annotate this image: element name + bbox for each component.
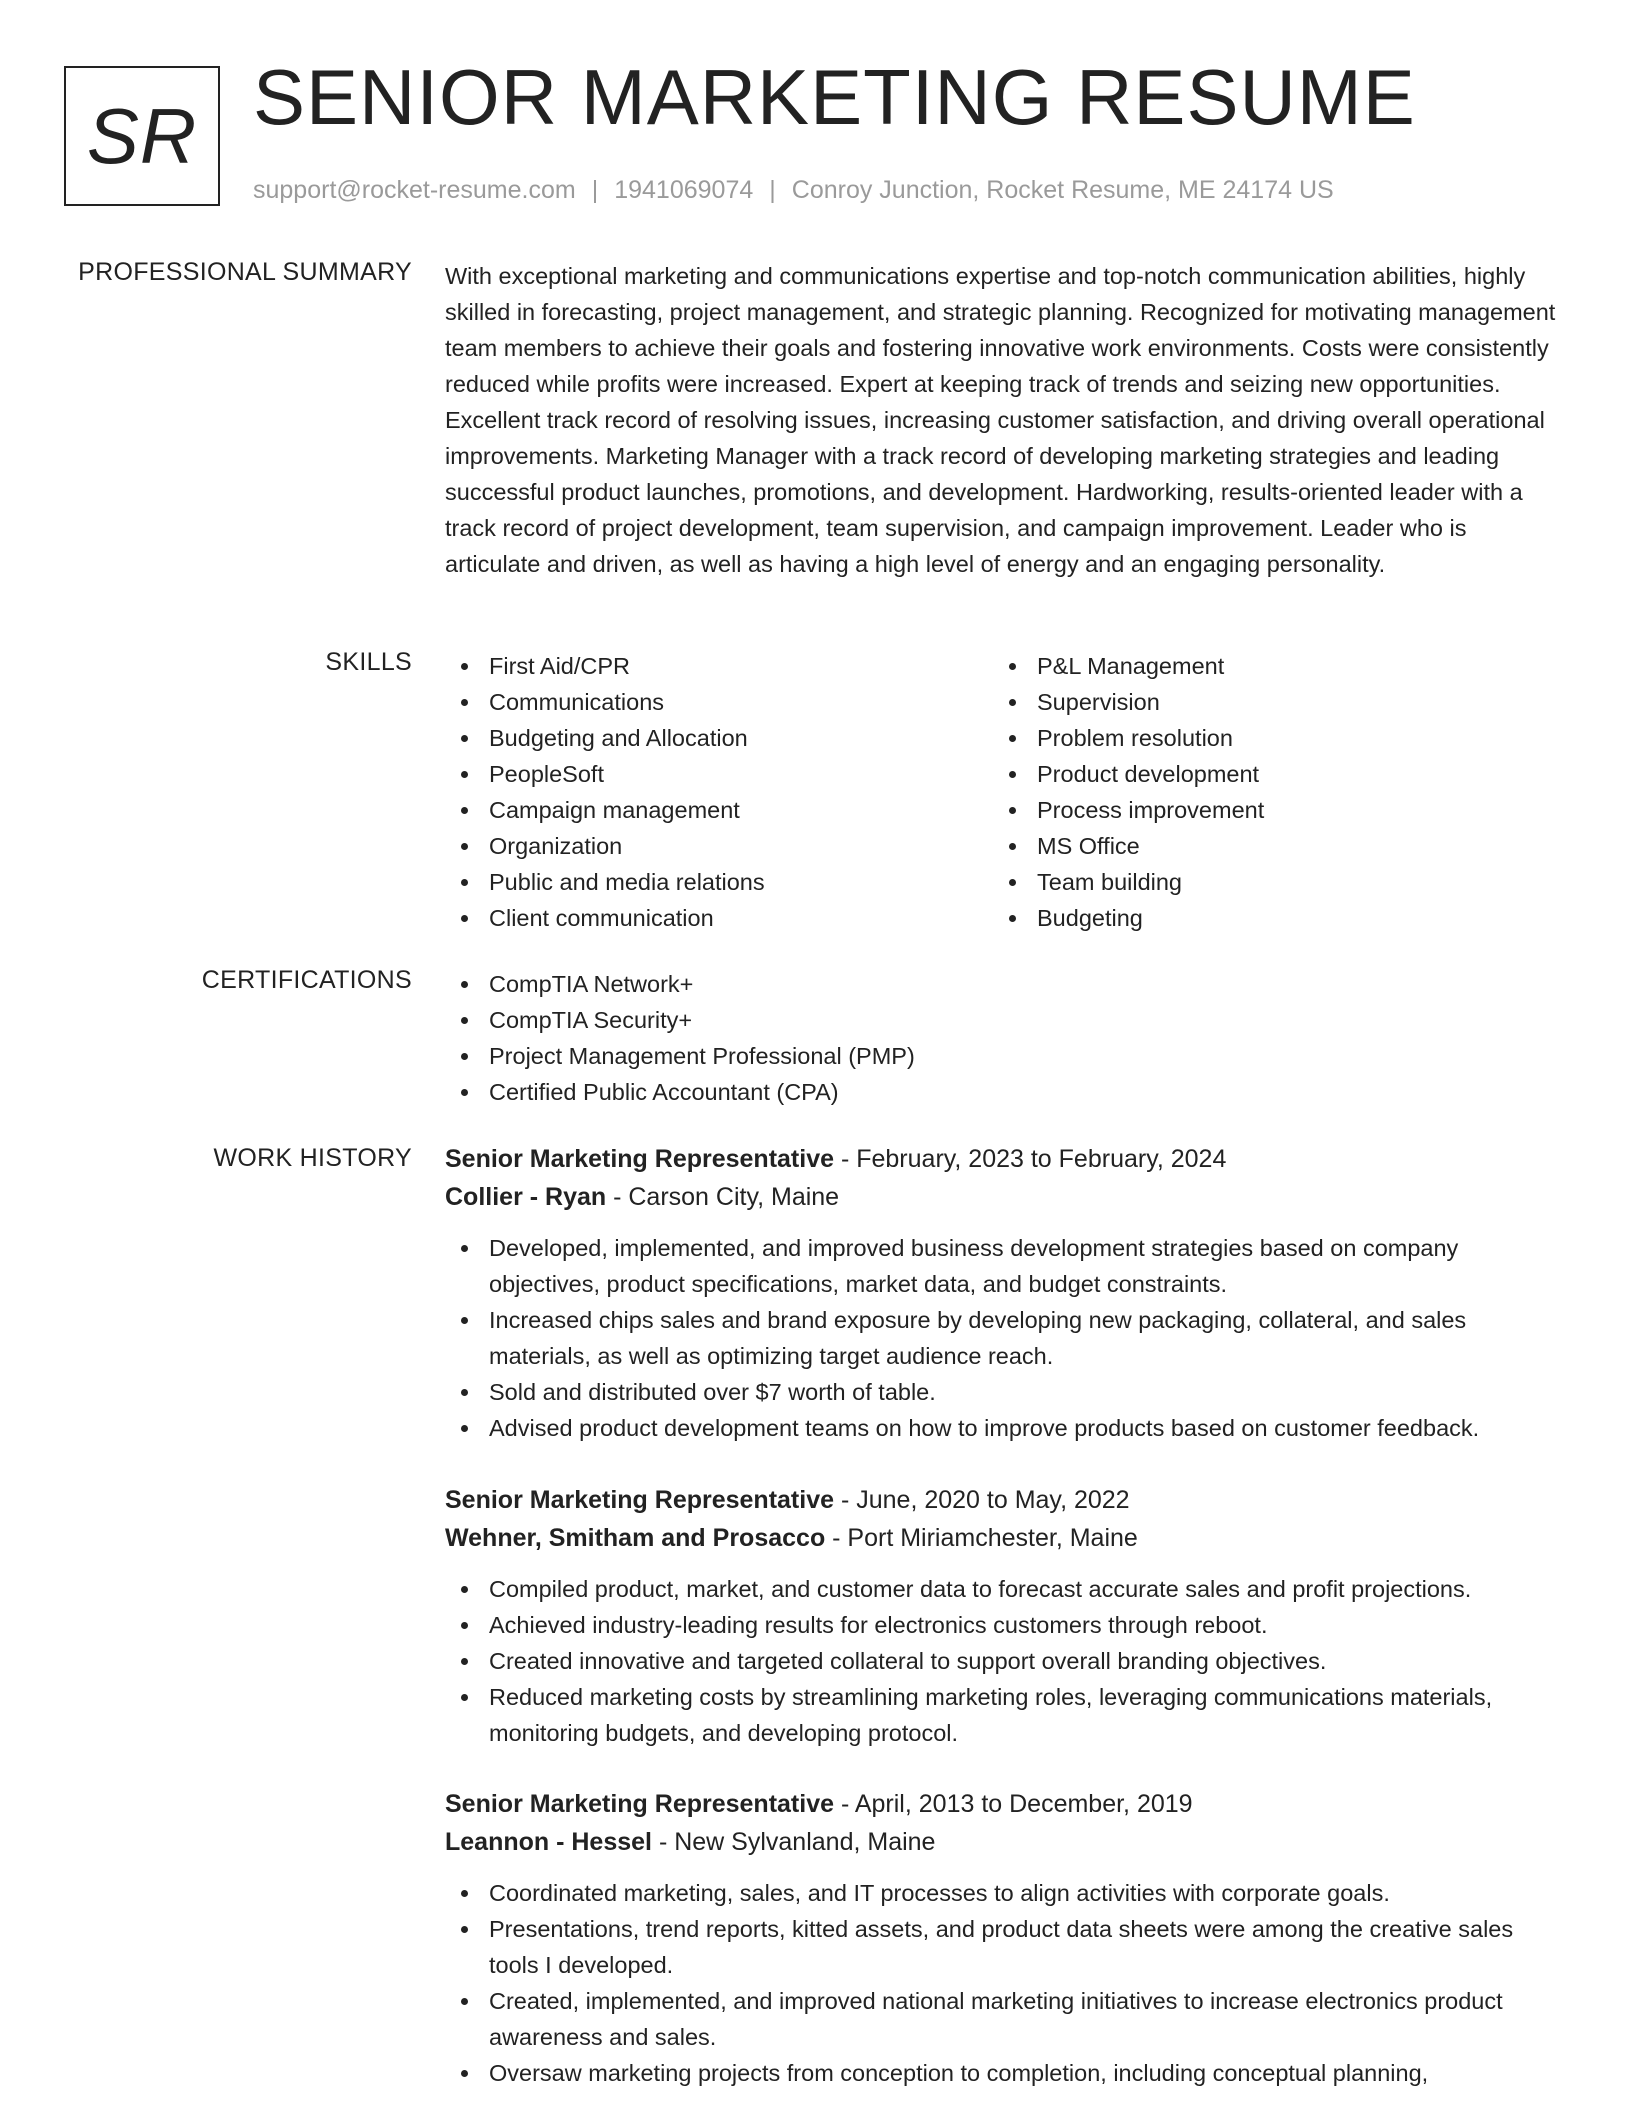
skill-item: MS Office bbox=[993, 828, 1541, 864]
monogram-logo: SR bbox=[64, 66, 220, 206]
job-dates: - February, 2023 to February, 2024 bbox=[834, 1145, 1227, 1173]
job-bullet: Advised product development teams on how to improve products based on customer feedback. bbox=[445, 1410, 1565, 1446]
skill-item: Organization bbox=[445, 828, 993, 864]
skill-item: Communications bbox=[445, 684, 993, 720]
resume-title: SENIOR MARKETING RESUME bbox=[253, 53, 1416, 141]
job-bullets bbox=[445, 1230, 1565, 1446]
summary-body bbox=[445, 258, 1565, 582]
job-company-line bbox=[445, 1823, 1565, 1861]
skills-list-left bbox=[445, 648, 993, 936]
skills-list-right bbox=[993, 648, 1541, 936]
certifications-body bbox=[445, 966, 1565, 1110]
skills-body bbox=[445, 648, 1565, 936]
job-bullets bbox=[445, 1875, 1565, 2091]
job-bullet: Created innovative and targeted collateral to support overall branding objectives. bbox=[445, 1643, 1565, 1679]
job-bullet: Achieved industry-leading results for electronics customers through reboot. bbox=[445, 1607, 1565, 1643]
section-label-certifications: CERTIFICATIONS bbox=[201, 966, 412, 994]
job-bullet: Sold and distributed over $7 worth of table. bbox=[445, 1374, 1565, 1410]
job-bullet: Reduced marketing costs by streamlining marketing roles, leveraging communications materials, monitoring budgets, and developing protocol. bbox=[445, 1679, 1565, 1751]
job-company-line bbox=[445, 1178, 1565, 1216]
skill-item: Public and media relations bbox=[445, 864, 993, 900]
job-entry bbox=[445, 1785, 1565, 2091]
summary-text: With exceptional marketing and communications expertise and top-notch communication abilities, highly skilled in forecasting, project management, and strategic planning. Recognized for motivating management team members to achieve their goals and fostering innovative work environments. Costs were consistently reduced while profits were increased. Expert at keeping track of trends and seizing new opportunities. Excellent track record of resolving issues, increasing customer satisfaction, and driving overall operational improvements. Marketing Manager with a track record of developing marketing strategies and leading successful product launches, promotions, and development. Hardworking, results-oriented leader with a track record of project development, team supervision, and campaign improvement. Leader who is articulate and driven, as well as having a high level of energy and an engaging personality. bbox=[445, 263, 1556, 577]
skill-item: First Aid/CPR bbox=[445, 648, 993, 684]
job-title-line bbox=[445, 1785, 1565, 1823]
skill-item: PeopleSoft bbox=[445, 756, 993, 792]
certification-item: CompTIA Security+ bbox=[445, 1002, 1565, 1038]
job-location: - New Sylvanland, Maine bbox=[652, 1828, 936, 1856]
contact-address: Conroy Junction, Rocket Resume, ME 24174 US bbox=[791, 176, 1334, 204]
skill-item: Budgeting and Allocation bbox=[445, 720, 993, 756]
job-bullet: Coordinated marketing, sales, and IT processes to align activities with corporate goals. bbox=[445, 1875, 1565, 1911]
skill-item: Team building bbox=[993, 864, 1541, 900]
skill-item: Supervision bbox=[993, 684, 1541, 720]
certification-item: Project Management Professional (PMP) bbox=[445, 1038, 1565, 1074]
job-entry bbox=[445, 1140, 1565, 1446]
job-location: - Port Miriamchester, Maine bbox=[825, 1524, 1138, 1552]
job-dates: - April, 2013 to December, 2019 bbox=[834, 1790, 1193, 1818]
certification-item: CompTIA Network+ bbox=[445, 966, 1565, 1002]
skill-item: Campaign management bbox=[445, 792, 993, 828]
skill-item: Budgeting bbox=[993, 900, 1541, 936]
certifications-list bbox=[445, 966, 1565, 1110]
section-label-skills: SKILLS bbox=[325, 648, 412, 676]
contact-phone: 1941069074 bbox=[614, 176, 754, 204]
job-title: Senior Marketing Representative bbox=[445, 1145, 835, 1173]
job-bullet: Oversaw marketing projects from conception to completion, including conceptual planning, bbox=[445, 2055, 1565, 2091]
contact-separator: | bbox=[769, 176, 776, 204]
job-company-line bbox=[445, 1519, 1565, 1557]
job-title: Senior Marketing Representative bbox=[445, 1486, 835, 1514]
job-bullet: Created, implemented, and improved national marketing initiatives to increase electronics product awareness and sales. bbox=[445, 1983, 1565, 2055]
job-bullet: Developed, implemented, and improved business development strategies based on company objectives, product specifications, market data, and budget constraints. bbox=[445, 1230, 1565, 1302]
job-title-line bbox=[445, 1140, 1565, 1178]
job-location: - Carson City, Maine bbox=[606, 1183, 840, 1211]
job-entry bbox=[445, 1481, 1565, 1751]
job-title-line bbox=[445, 1481, 1565, 1519]
job-company: Wehner, Smitham and Prosacco bbox=[445, 1524, 826, 1552]
skill-item: Process improvement bbox=[993, 792, 1541, 828]
job-bullet: Presentations, trend reports, kitted assets, and product data sheets were among the creative sales tools I developed. bbox=[445, 1911, 1565, 1983]
job-company: Leannon - Hessel bbox=[445, 1828, 652, 1856]
job-title: Senior Marketing Representative bbox=[445, 1790, 835, 1818]
section-label-summary: PROFESSIONAL SUMMARY bbox=[78, 258, 412, 286]
skill-item: P&L Management bbox=[993, 648, 1541, 684]
contact-email: support@rocket-resume.com bbox=[253, 176, 576, 204]
job-bullets bbox=[445, 1571, 1565, 1751]
job-bullet: Increased chips sales and brand exposure by developing new packaging, collateral, and sales materials, as well as optimizing target audience reach. bbox=[445, 1302, 1565, 1374]
job-company: Collier - Ryan bbox=[445, 1183, 607, 1211]
section-label-work-history: WORK HISTORY bbox=[213, 1144, 412, 1172]
skill-item: Product development bbox=[993, 756, 1541, 792]
job-bullet: Compiled product, market, and customer data to forecast accurate sales and profit projections. bbox=[445, 1571, 1565, 1607]
skill-item: Client communication bbox=[445, 900, 993, 936]
certification-item: Certified Public Accountant (CPA) bbox=[445, 1074, 1565, 1110]
skills-columns bbox=[445, 648, 1565, 936]
job-dates: - June, 2020 to May, 2022 bbox=[834, 1486, 1130, 1514]
contact-line bbox=[253, 176, 1334, 205]
contact-separator: | bbox=[591, 176, 599, 204]
skill-item: Problem resolution bbox=[993, 720, 1541, 756]
